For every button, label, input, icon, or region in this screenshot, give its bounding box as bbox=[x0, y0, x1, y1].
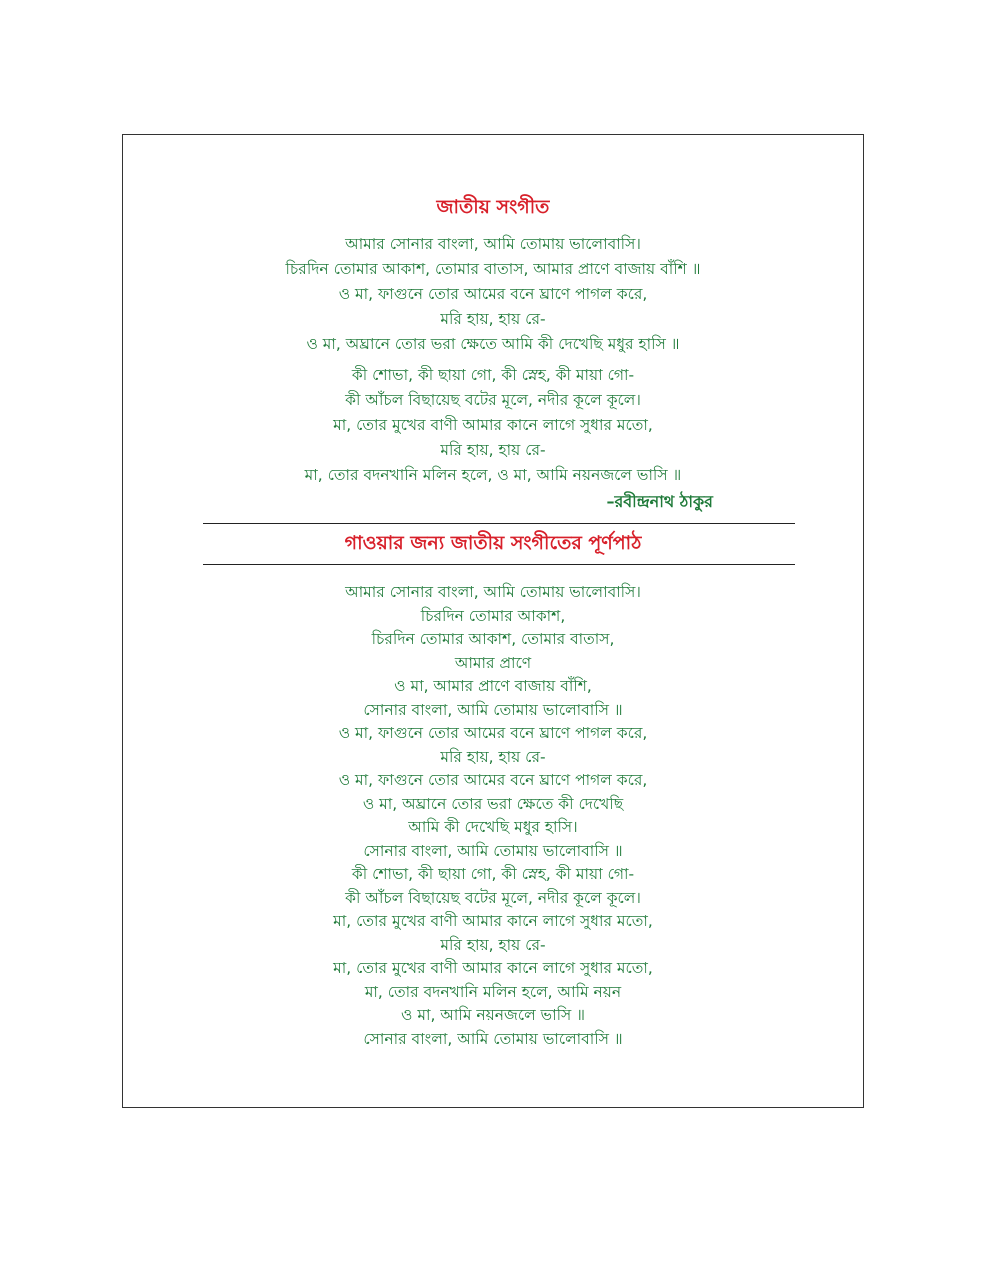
anthem-title: জাতীয় সংগীত bbox=[436, 196, 550, 218]
verse-line: কী আঁচল বিছায়েছ বটের মূলে, নদীর কূলে কূলে। bbox=[345, 888, 641, 907]
verse-line: ও মা, অঘ্রানে তোর ভরা ক্ষেতে কী দেখেছি bbox=[362, 794, 624, 813]
verse-line: কী শোভা, কী ছায়া গো, কী স্নেহ, কী মায়া গো- bbox=[351, 366, 635, 384]
verse-line: চিরদিন তোমার আকাশ, তোমার বাতাস, আমার প্রাণে বাজায় বাঁশি ॥ bbox=[285, 260, 701, 278]
verse-line: আমার প্রাণে bbox=[454, 653, 532, 672]
verse-line: মরি হায়, হায় রে- bbox=[440, 747, 546, 766]
verse-line: মরি হায়, হায় রে- bbox=[440, 935, 546, 954]
page-frame bbox=[122, 134, 864, 1108]
verse-line: ও মা, ফাগুনে তোর আমের বনে ঘ্রাণে পাগল করে, bbox=[338, 771, 648, 789]
verse-line: সোনার বাংলা, আমি তোমায় ভালোবাসি ॥ bbox=[363, 700, 623, 719]
verse-line: ও মা, ফাগুনে তোর আমের বনে ঘ্রাণে পাগল করে, bbox=[338, 285, 648, 303]
verse-line: মা, তোর বদনখানি মলিন হলে, আমি নয়ন bbox=[364, 982, 622, 1001]
verse-line: মা, তোর মুখের বাণী আমার কানে লাগে সুধার মতো, bbox=[333, 959, 653, 977]
verse-line: চিরদিন তোমার আকাশ, bbox=[420, 606, 566, 625]
verse-line: আমার সোনার বাংলা, আমি তোমায় ভালোবাসি। bbox=[345, 583, 641, 601]
author-credit: –রবীন্দ্রনাথ ঠাকুর bbox=[606, 492, 713, 511]
full-text-title: গাওয়ার জন্য জাতীয় সংগীতের পূর্ণপাঠ bbox=[344, 532, 642, 554]
verse-line: সোনার বাংলা, আমি তোমায় ভালোবাসি ॥ bbox=[363, 1029, 623, 1048]
anthem-verse bbox=[123, 232, 863, 488]
verse-line: কী আঁচল বিছায়েছ বটের মূলে, নদীর কূলে কূলে। bbox=[345, 391, 641, 409]
verse-line: মরি হায়, হায় রে- bbox=[440, 310, 546, 328]
divider-top bbox=[203, 523, 795, 524]
full-text-verse bbox=[123, 581, 863, 1051]
verse-line: মা, তোর মুখের বাণী আমার কানে লাগে সুধার মতো, bbox=[333, 416, 653, 434]
verse-line: মা, তোর বদনখানি মলিন হলে, ও মা, আমি নয়নজলে ভাসি ॥ bbox=[304, 466, 682, 484]
divider-bottom bbox=[203, 564, 795, 565]
verse-line: ও মা, আমি নয়নজলে ভাসি ॥ bbox=[401, 1006, 585, 1024]
verse-line: আমার সোনার বাংলা, আমি তোমায় ভালোবাসি। bbox=[345, 235, 641, 253]
verse-line: সোনার বাংলা, আমি তোমায় ভালোবাসি ॥ bbox=[363, 841, 623, 860]
verse-line: কী শোভা, কী ছায়া গো, কী স্নেহ, কী মায়া গো- bbox=[351, 865, 635, 883]
verse-line: মা, তোর মুখের বাণী আমার কানে লাগে সুধার মতো, bbox=[333, 912, 653, 930]
verse-line: ও মা, আমার প্রাণে বাজায় বাঁশি, bbox=[394, 677, 592, 695]
verse-line: আমি কী দেখেছি মধুর হাসি। bbox=[408, 818, 578, 836]
verse-line: মরি হায়, হায় রে- bbox=[440, 441, 546, 459]
verse-line: চিরদিন তোমার আকাশ, তোমার বাতাস, bbox=[371, 630, 615, 648]
verse-line: ও মা, ফাগুনে তোর আমের বনে ঘ্রাণে পাগল করে, bbox=[338, 724, 648, 742]
verse-line: ও মা, অঘ্রানে তোর ভরা ক্ষেতে আমি কী দেখেছি মধুর হাসি ॥ bbox=[306, 335, 680, 353]
